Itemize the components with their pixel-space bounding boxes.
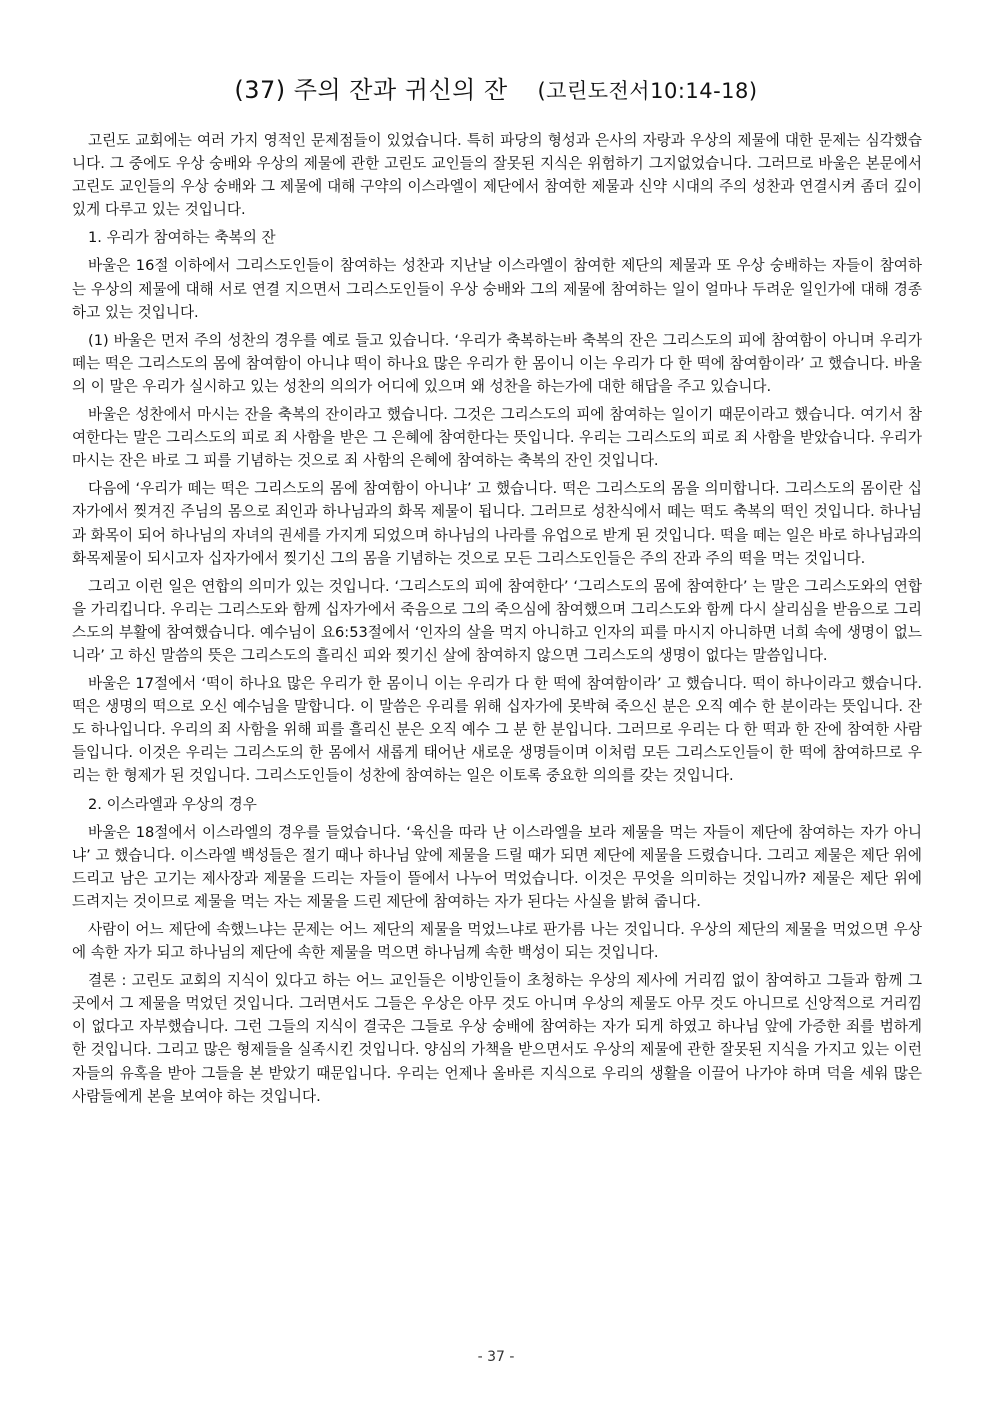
section-heading-1: 1. 우리가 참여하는 축복의 잔 <box>88 229 276 247</box>
paragraph: 다음에 ‘우리가 떼는 떡은 그리스도의 몸에 참여함이 아니냐’ 고 했습니다. 떡은 그리스도의 몸을 의미합니다. 그리스도의 몸이란 십자가에서 찢겨진 주님의 몸으로 죄인과 하나님과의 화목 제물이 됩니다. 그러므로 성찬식에서 떼는 떡도 축복의 떡인 것입니다. 하나님과 화목이 되어 하나님의 자녀의 권세를 가지게 되었으며 하나님의 나라를 유업으로 받게 된 것입니다. 떡을 떼는 일은 바로 하나님과의 화목제물이 되시고자 십자가에서 찢기신 그의 몸을 기념하는 것으로 모든 그리스도인들은 주의 잔과 주의 떡을 먹는 것입니다. <box>72 480 922 567</box>
paragraph: (1) 바울은 먼저 주의 성찬의 경우를 예로 들고 있습니다. ‘우리가 축복하는바 축복의 잔은 그리스도의 피에 참여함이 아니며 우리가 떼는 떡은 그리스도의 몸에 참여함이 아니냐 떡이 하나요 많은 우리가 한 몸이니 이는 우리가 다 한 떡에 참여함이라’ 고 했습니다. 바울의 이 말은 우리가 실시하고 있는 성찬의 의의가 어디에 있으며 왜 성찬을 하는가에 대한 해답을 주고 있습니다. <box>72 331 922 395</box>
sermon-body <box>72 129 922 1113</box>
page-number: - 37 - <box>477 1349 515 1365</box>
paragraph: 바울은 18절에서 이스라엘의 경우를 들었습니다. ‘육신을 따라 난 이스라엘을 보라 제물을 먹는 자들이 제단에 참여하는 자가 아니냐’ 고 했습니다. 이스라엘 백성들은 절기 때나 하나님 앞에 제물을 드릴 때가 되면 제단에 제물을 드렸습니다. 그리고 제물은 제단 위에 드리고 남은 고기는 제사장과 제물을 드리는 자들이 뜰에서 나누어 먹었습니다. 이것은 무엇을 의미하는 것입니까? 제물은 제단 위에 드려지는 것이므로 제물을 먹는 자는 제물을 드린 제단에 참여하는 자가 된다는 사실을 밝혀 줍니다. <box>72 823 922 910</box>
title-main: (37) 주의 잔과 귀신의 잔 <box>234 76 508 104</box>
title-scripture-reference: (고린도전서10:14-18) <box>537 79 758 103</box>
paragraph-intro: 고린도 교회에는 여러 가지 영적인 문제점들이 있었습니다. 특히 파당의 형성과 은사의 자랑과 우상의 제물에 대한 문제는 심각했습니다. 그 중에도 우상 숭배와 우상의 제물에 관한 고린도 교인들의 잘못된 지식은 위험하기 그지없었습니다. 그러므로 바울은 본문에서 고린도 교인들의 우상 숭배와 그 제물에 대해 구약의 이스라엘이 제단에서 참여한 제물과 신약 시대의 주의 성찬과 연결시켜 좀더 깊이 있게 다루고 있는 것입니다. <box>72 132 922 219</box>
paragraph: 바울은 16절 이하에서 그리스도인들이 참여하는 성찬과 지난날 이스라엘이 참여한 제단의 제물과 또 우상 숭배하는 자들이 참여하는 우상의 제물에 대해 서로 연결 지으면서 그리스도인들이 우상 숭배와 그의 제물에 참여하는 일이 얼마나 두려운 일인가에 대해 경종하고 있는 것입니다. <box>72 257 922 321</box>
paragraph: 바울은 17절에서 ‘떡이 하나요 많은 우리가 한 몸이니 이는 우리가 다 한 떡에 참여함이라’ 고 했습니다. 떡이 하나이라고 했습니다. 떡은 생명의 떡으로 오신 예수님을 말합니다. 이 말씀은 우리를 위해 십자가에 못박혀 죽으신 분은 오직 예수 한 분이라는 뜻입니다. 잔도 하나입니다. 우리의 죄 사함을 위해 피를 흘리신 분은 오직 예수 그 분 한 분입니다. 그러므로 우리는 다 한 떡과 한 잔에 참여한 사람들입니다. 이것은 우리는 그리스도의 한 몸에서 새롭게 태어난 새로운 생명들이며 이처럼 모든 그리스도인들이 한 떡에 참여하므로 우리는 한 형제가 된 것입니다. 그리스도인들이 성찬에 참여하는 일은 이토록 중요한 의의를 갖는 것입니다. <box>72 675 922 785</box>
paragraph-conclusion: 결론 : 고린도 교회의 지식이 있다고 하는 어느 교인들은 이방인들이 초청하는 우상의 제사에 거리낌 없이 참여하고 그들과 함께 그곳에서 그 제물을 먹었던 것입니다. 그러면서도 그들은 우상은 아무 것도 아니며 우상의 제물도 아무 것도 아니므로 신앙적으로 거리낌이 없다고 자부했습니다. 그런 그들의 지식이 결국은 그들로 우상 숭배에 참여하는 자가 되게 하였고 하나님 앞에 가증한 죄를 범하게 한 것입니다. 그리고 많은 형제들을 실족시킨 것입니다. 양심의 가책을 받으면서도 우상의 제물에 관한 잘못된 지식을 가지고 있는 이런 자들의 유혹을 받아 그들을 본 받았기 때문입니다. 우리는 언제나 올바른 지식으로 우리의 생활을 이끌어 나가야 하며 덕을 세워 많은 사람들에게 본을 보여야 하는 것입니다. <box>72 972 922 1105</box>
paragraph: 사람이 어느 제단에 속했느냐는 문제는 어느 제단의 제물을 먹었느냐로 판가름 나는 것입니다. 우상의 제단의 제물을 먹었으면 우상에 속한 자가 되고 하나님의 제단에 속한 제물을 먹으면 하나님께 속한 백성이 되는 것입니다. <box>72 921 922 962</box>
paragraph: 그리고 이런 일은 연합의 의미가 있는 것입니다. ‘그리스도의 피에 참여한다’ ‘그리스도의 몸에 참여한다’ 는 말은 그리스도와의 연합을 가리킵니다. 우리는 그리스도와 함께 십자가에서 죽음으로 그의 죽으심에 참여했으며 그리스도와 함께 다시 살리심을 받음으로 그리스도의 부활에 참여했습니다. 예수님이 요6:53절에서 ‘인자의 살을 먹지 아니하고 인자의 피를 마시지 아니하면 너희 속에 생명이 없느니라’ 고 하신 말씀의 뜻은 그리스도의 흘리신 피와 찢기신 살에 참여하지 않으면 그리스도의 생명이 없다는 말씀입니다. <box>72 577 922 664</box>
section-heading-2: 2. 이스라엘과 우상의 경우 <box>88 795 257 813</box>
paragraph: 바울은 성찬에서 마시는 잔을 축복의 잔이라고 했습니다. 그것은 그리스도의 피에 참여하는 일이기 때문이라고 했습니다. 여기서 참여한다는 말은 그리스도의 피로 죄 사함을 받은 그 은혜에 참여한다는 뜻입니다. 우리는 그리스도의 피로 죄 사함을 받았습니다. 우리가 마시는 잔은 바로 그 피를 기념하는 것으로 죄 사함의 은혜에 참여하는 축복의 잔인 것입니다. <box>72 406 922 470</box>
sermon-title <box>60 70 932 105</box>
